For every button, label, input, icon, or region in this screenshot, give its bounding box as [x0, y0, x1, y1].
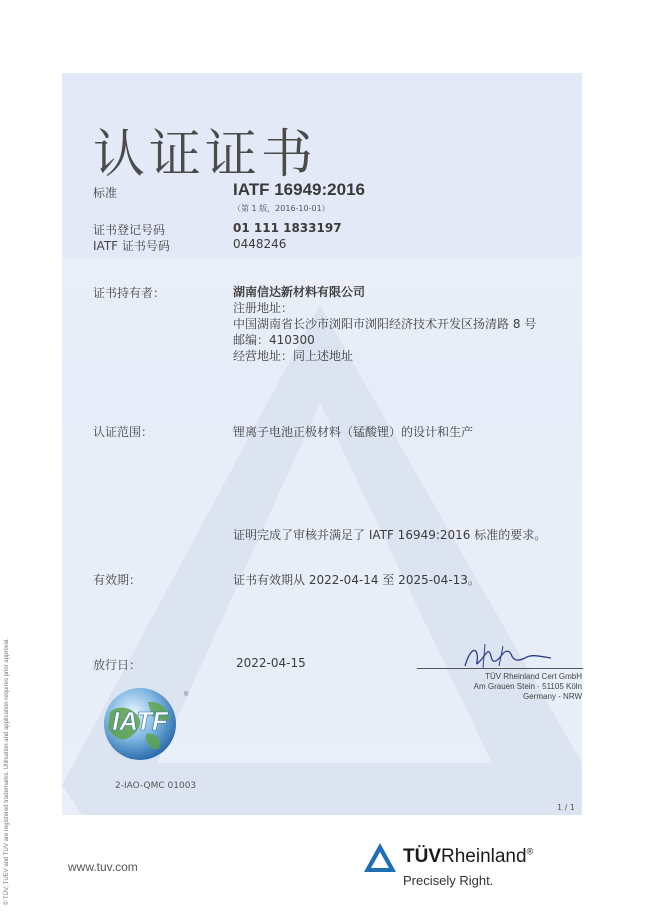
validity-value: 证书有效期从 2022-04-14 至 2025-04-13。: [233, 573, 480, 587]
tuv-triangle-logo: [362, 841, 398, 875]
holder-name: 湖南信达新材料有限公司: [233, 285, 366, 299]
certificate-title: 认证证书: [93, 125, 318, 185]
reg-number-label: 证书登记号码: [93, 223, 166, 237]
scope-label: 认证范围：: [93, 425, 154, 439]
brand-prefix: TÜV: [403, 846, 441, 867]
standard-value: IATF 16949:2016: [233, 180, 365, 199]
standard-edition: （第 1 版，2016-10-01）: [233, 204, 330, 213]
signature-line: [417, 668, 583, 669]
iatf-logo: [92, 682, 192, 762]
postcode: 邮编：410300: [233, 333, 315, 347]
issuer-country: Germany - NRW: [523, 692, 582, 701]
brand-tagline: Precisely Right.: [403, 873, 494, 888]
svg-text:®: ®: [184, 692, 189, 698]
iatf-code: 2-IAO-QMC 01003: [115, 781, 197, 791]
iatf-number-value: 0448246: [233, 237, 287, 251]
issuer-name: TÜV Rheinland Cert GmbH: [485, 672, 582, 681]
trademark-notice: © TÜV, TUEV and TUV are registered trademarks. Utilisation and application requires prior approval.: [4, 638, 10, 905]
scope-value: 锂离子电池正极材料（锰酸锂）的设计和生产: [233, 425, 474, 439]
brand-suffix: Rheinland: [441, 846, 527, 867]
issue-date-value: 2022-04-15: [236, 656, 306, 670]
tuv-brand: [403, 846, 533, 868]
validity-label: 有效期：: [93, 573, 142, 587]
issue-date-label: 放行日：: [93, 658, 142, 672]
website-link[interactable]: www.tuv.com: [68, 860, 138, 874]
reg-address-label: 注册地址：: [233, 301, 294, 315]
standard-label: 标准: [93, 186, 118, 200]
reg-number-value: 01 111 1833197: [233, 221, 342, 235]
iatf-logo-text: IATF: [112, 706, 168, 736]
issuer-street: Am Grauen Stein · 51105 Köln: [473, 682, 582, 691]
registered-mark: ®: [526, 846, 534, 857]
compliance-statement: 证明完成了审核并满足了 IATF 16949:2016 标准的要求。: [233, 528, 547, 542]
holder-label: 证书持有者：: [93, 286, 166, 300]
operating-address: 经营地址：同上述地址: [233, 349, 354, 363]
reg-address: 中国湖南省长沙市浏阳市浏阳经济技术开发区扬清路 8 号: [233, 317, 537, 331]
issuer-block: [474, 672, 582, 702]
iatf-number-label: IATF 证书号码: [93, 239, 170, 253]
page-number: 1 / 1: [557, 803, 575, 812]
